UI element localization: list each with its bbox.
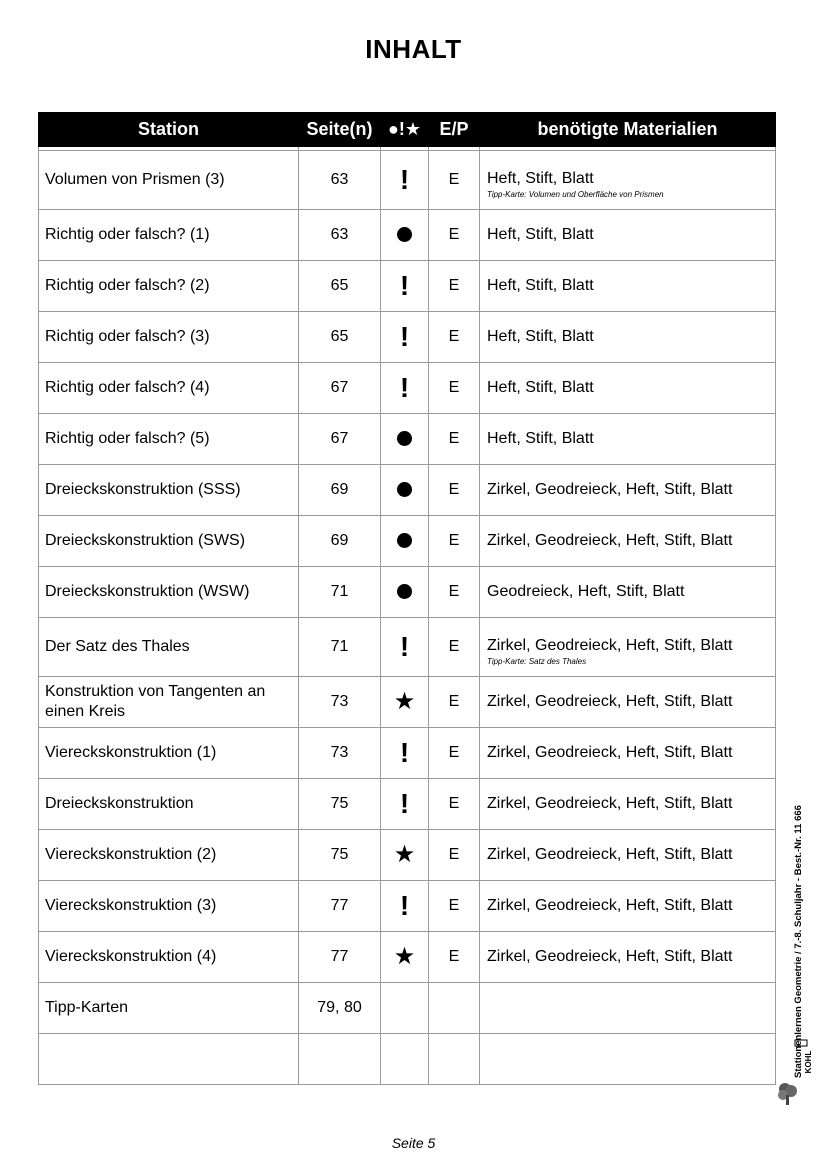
tip-card-note: Tipp-Karte: Volumen und Oberfläche von Prismen — [487, 189, 664, 199]
difficulty-symbol — [381, 728, 429, 779]
table-row — [39, 516, 776, 567]
exclamation-icon: ! — [399, 321, 410, 352]
station-materials — [480, 983, 776, 1034]
station-pages: 75 — [299, 779, 381, 830]
table-row — [39, 728, 776, 779]
materials-text: Heft, Stift, Blatt — [487, 328, 594, 345]
materials-text: Heft, Stift, Blatt — [487, 379, 594, 396]
station-materials — [480, 779, 776, 830]
station-name: Richtig oder falsch? (5) — [39, 414, 299, 465]
exclamation-icon: ! — [399, 788, 410, 819]
station-ep — [429, 1034, 480, 1085]
station-name: Der Satz des Thales — [39, 618, 299, 677]
materials-text: Zirkel, Geodreieck, Heft, Stift, Blatt — [487, 693, 733, 710]
station-pages: 79, 80 — [299, 983, 381, 1034]
station-ep: E — [429, 261, 480, 312]
station-name — [39, 1034, 299, 1085]
station-materials — [480, 728, 776, 779]
station-pages: 69 — [299, 516, 381, 567]
station-ep: E — [429, 414, 480, 465]
table-row — [39, 151, 776, 210]
station-name: Dreieckskonstruktion — [39, 779, 299, 830]
difficulty-symbol — [381, 779, 429, 830]
station-materials — [480, 618, 776, 677]
station-ep: E — [429, 728, 480, 779]
station-pages: 63 — [299, 210, 381, 261]
table-row — [39, 881, 776, 932]
materials-text: Zirkel, Geodreieck, Heft, Stift, Blatt — [487, 744, 733, 761]
station-ep: E — [429, 932, 480, 983]
difficulty-symbol — [381, 830, 429, 881]
exclamation-icon: ! — [399, 164, 410, 195]
station-ep: E — [429, 312, 480, 363]
station-pages: 67 — [299, 363, 381, 414]
dot-icon — [397, 431, 412, 446]
page-title: INHALT — [365, 34, 462, 64]
station-materials — [480, 465, 776, 516]
station-name: Tipp-Karten — [39, 983, 299, 1034]
table-row — [39, 1034, 776, 1085]
station-name: Volumen von Prismen (3) — [39, 151, 299, 210]
star-icon: ★ — [393, 841, 416, 868]
station-name: Dreieckskonstruktion (SWS) — [39, 516, 299, 567]
dot-icon — [397, 227, 412, 242]
difficulty-symbol — [381, 516, 429, 567]
difficulty-symbol — [381, 151, 429, 210]
table-row — [39, 465, 776, 516]
tree-logo-icon — [776, 1080, 800, 1106]
exclamation-icon: ! — [399, 270, 410, 301]
station-materials — [480, 151, 776, 210]
station-materials — [480, 414, 776, 465]
station-materials — [480, 1034, 776, 1085]
difficulty-symbol — [381, 363, 429, 414]
station-name: Viereckskonstruktion (3) — [39, 881, 299, 932]
materials-text: Geodreieck, Heft, Stift, Blatt — [487, 583, 685, 600]
exclamation-icon: ! — [399, 737, 410, 768]
station-name: Richtig oder falsch? (1) — [39, 210, 299, 261]
station-ep: E — [429, 677, 480, 728]
station-pages: 71 — [299, 618, 381, 677]
difficulty-symbol — [381, 312, 429, 363]
table-row — [39, 618, 776, 677]
table-row — [39, 830, 776, 881]
station-pages: 77 — [299, 932, 381, 983]
page-number: Seite 5 — [391, 1135, 436, 1151]
station-name: Dreieckskonstruktion (SSS) — [39, 465, 299, 516]
dot-icon — [397, 533, 412, 548]
table-body — [39, 147, 776, 1085]
header-materials: benötigte Materialien — [480, 113, 776, 147]
materials-text: Heft, Stift, Blatt — [487, 277, 594, 294]
station-name: Dreieckskonstruktion (WSW) — [39, 567, 299, 618]
table-row — [39, 779, 776, 830]
difficulty-symbol — [381, 618, 429, 677]
exclamation-icon: ! — [399, 631, 410, 662]
table-row — [39, 261, 776, 312]
difficulty-symbol — [381, 465, 429, 516]
station-materials — [480, 881, 776, 932]
header-pages: Seite(n) — [299, 113, 381, 147]
materials-text: Zirkel, Geodreieck, Heft, Stift, Blatt — [487, 481, 733, 498]
materials-text: Zirkel, Geodreieck, Heft, Stift, Blatt — [487, 897, 733, 914]
station-ep: E — [429, 567, 480, 618]
difficulty-symbol — [381, 677, 429, 728]
dot-icon — [397, 584, 412, 599]
materials-text: Zirkel, Geodreieck, Heft, Stift, Blatt — [487, 948, 733, 965]
station-ep: E — [429, 151, 480, 210]
header-symbols: ●!★ — [381, 113, 429, 147]
materials-text: Zirkel, Geodreieck, Heft, Stift, Blatt — [487, 795, 733, 812]
table-header-row — [39, 113, 776, 147]
difficulty-symbol — [381, 210, 429, 261]
station-pages: 75 — [299, 830, 381, 881]
station-pages: 65 — [299, 312, 381, 363]
station-ep: E — [429, 881, 480, 932]
header-station: Station — [39, 113, 299, 147]
materials-text: Zirkel, Geodreieck, Heft, Stift, Blatt — [487, 532, 733, 549]
table-row — [39, 567, 776, 618]
materials-text: Zirkel, Geodreieck, Heft, Stift, Blatt — [487, 636, 733, 654]
station-ep: E — [429, 210, 480, 261]
table-row — [39, 363, 776, 414]
exclamation-icon: ! — [399, 890, 410, 921]
materials-text: Heft, Stift, Blatt — [487, 226, 594, 243]
table-row — [39, 210, 776, 261]
table-row — [39, 983, 776, 1034]
difficulty-symbol — [381, 414, 429, 465]
station-materials — [480, 567, 776, 618]
station-name: Richtig oder falsch? (3) — [39, 312, 299, 363]
station-ep: E — [429, 779, 480, 830]
difficulty-symbol — [381, 567, 429, 618]
materials-text: Zirkel, Geodreieck, Heft, Stift, Blatt — [487, 846, 733, 863]
contents-table — [38, 112, 776, 1085]
station-name: Richtig oder falsch? (2) — [39, 261, 299, 312]
station-pages: 73 — [299, 728, 381, 779]
station-pages: 73 — [299, 677, 381, 728]
tip-card-note: Tipp-Karte: Satz des Thales — [487, 656, 587, 666]
station-pages: 77 — [299, 881, 381, 932]
materials-text: Heft, Stift, Blatt — [487, 430, 594, 447]
difficulty-symbol — [381, 932, 429, 983]
station-pages: 65 — [299, 261, 381, 312]
station-name: Viereckskonstruktion (1) — [39, 728, 299, 779]
star-icon: ★ — [393, 688, 416, 715]
station-ep: E — [429, 516, 480, 567]
station-pages: 71 — [299, 567, 381, 618]
station-name: Viereckskonstruktion (2) — [39, 830, 299, 881]
table-row — [39, 414, 776, 465]
station-ep: E — [429, 618, 480, 677]
difficulty-symbol — [381, 983, 429, 1034]
header-ep: E/P — [429, 113, 480, 147]
station-materials — [480, 312, 776, 363]
table-row — [39, 677, 776, 728]
side-order-info: Stationenlernen Geometrie / 7.-8. Schuljahr - Best.-Nr. 11 666 — [793, 805, 804, 1078]
station-ep: E — [429, 465, 480, 516]
svg-text:KOHL: KOHL — [804, 1050, 813, 1074]
station-name: Viereckskonstruktion (4) — [39, 932, 299, 983]
exclamation-icon: ! — [399, 372, 410, 403]
station-name: Konstruktion von Tangenten an einen Kreis — [39, 677, 299, 728]
station-pages: 63 — [299, 151, 381, 210]
difficulty-symbol — [381, 881, 429, 932]
station-materials — [480, 516, 776, 567]
station-name: Richtig oder falsch? (4) — [39, 363, 299, 414]
station-materials — [480, 932, 776, 983]
station-ep: E — [429, 830, 480, 881]
station-materials — [480, 363, 776, 414]
difficulty-symbol — [381, 1034, 429, 1085]
station-pages: 69 — [299, 465, 381, 516]
difficulty-symbol — [381, 261, 429, 312]
table-row — [39, 312, 776, 363]
station-pages — [299, 1034, 381, 1085]
station-materials — [480, 677, 776, 728]
materials-text: Heft, Stift, Blatt — [487, 169, 594, 187]
station-materials — [480, 830, 776, 881]
station-materials — [480, 210, 776, 261]
station-ep: E — [429, 363, 480, 414]
star-icon: ★ — [393, 943, 416, 970]
station-pages: 67 — [299, 414, 381, 465]
dot-icon — [397, 482, 412, 497]
station-materials — [480, 261, 776, 312]
table-row — [39, 932, 776, 983]
station-ep — [429, 983, 480, 1034]
